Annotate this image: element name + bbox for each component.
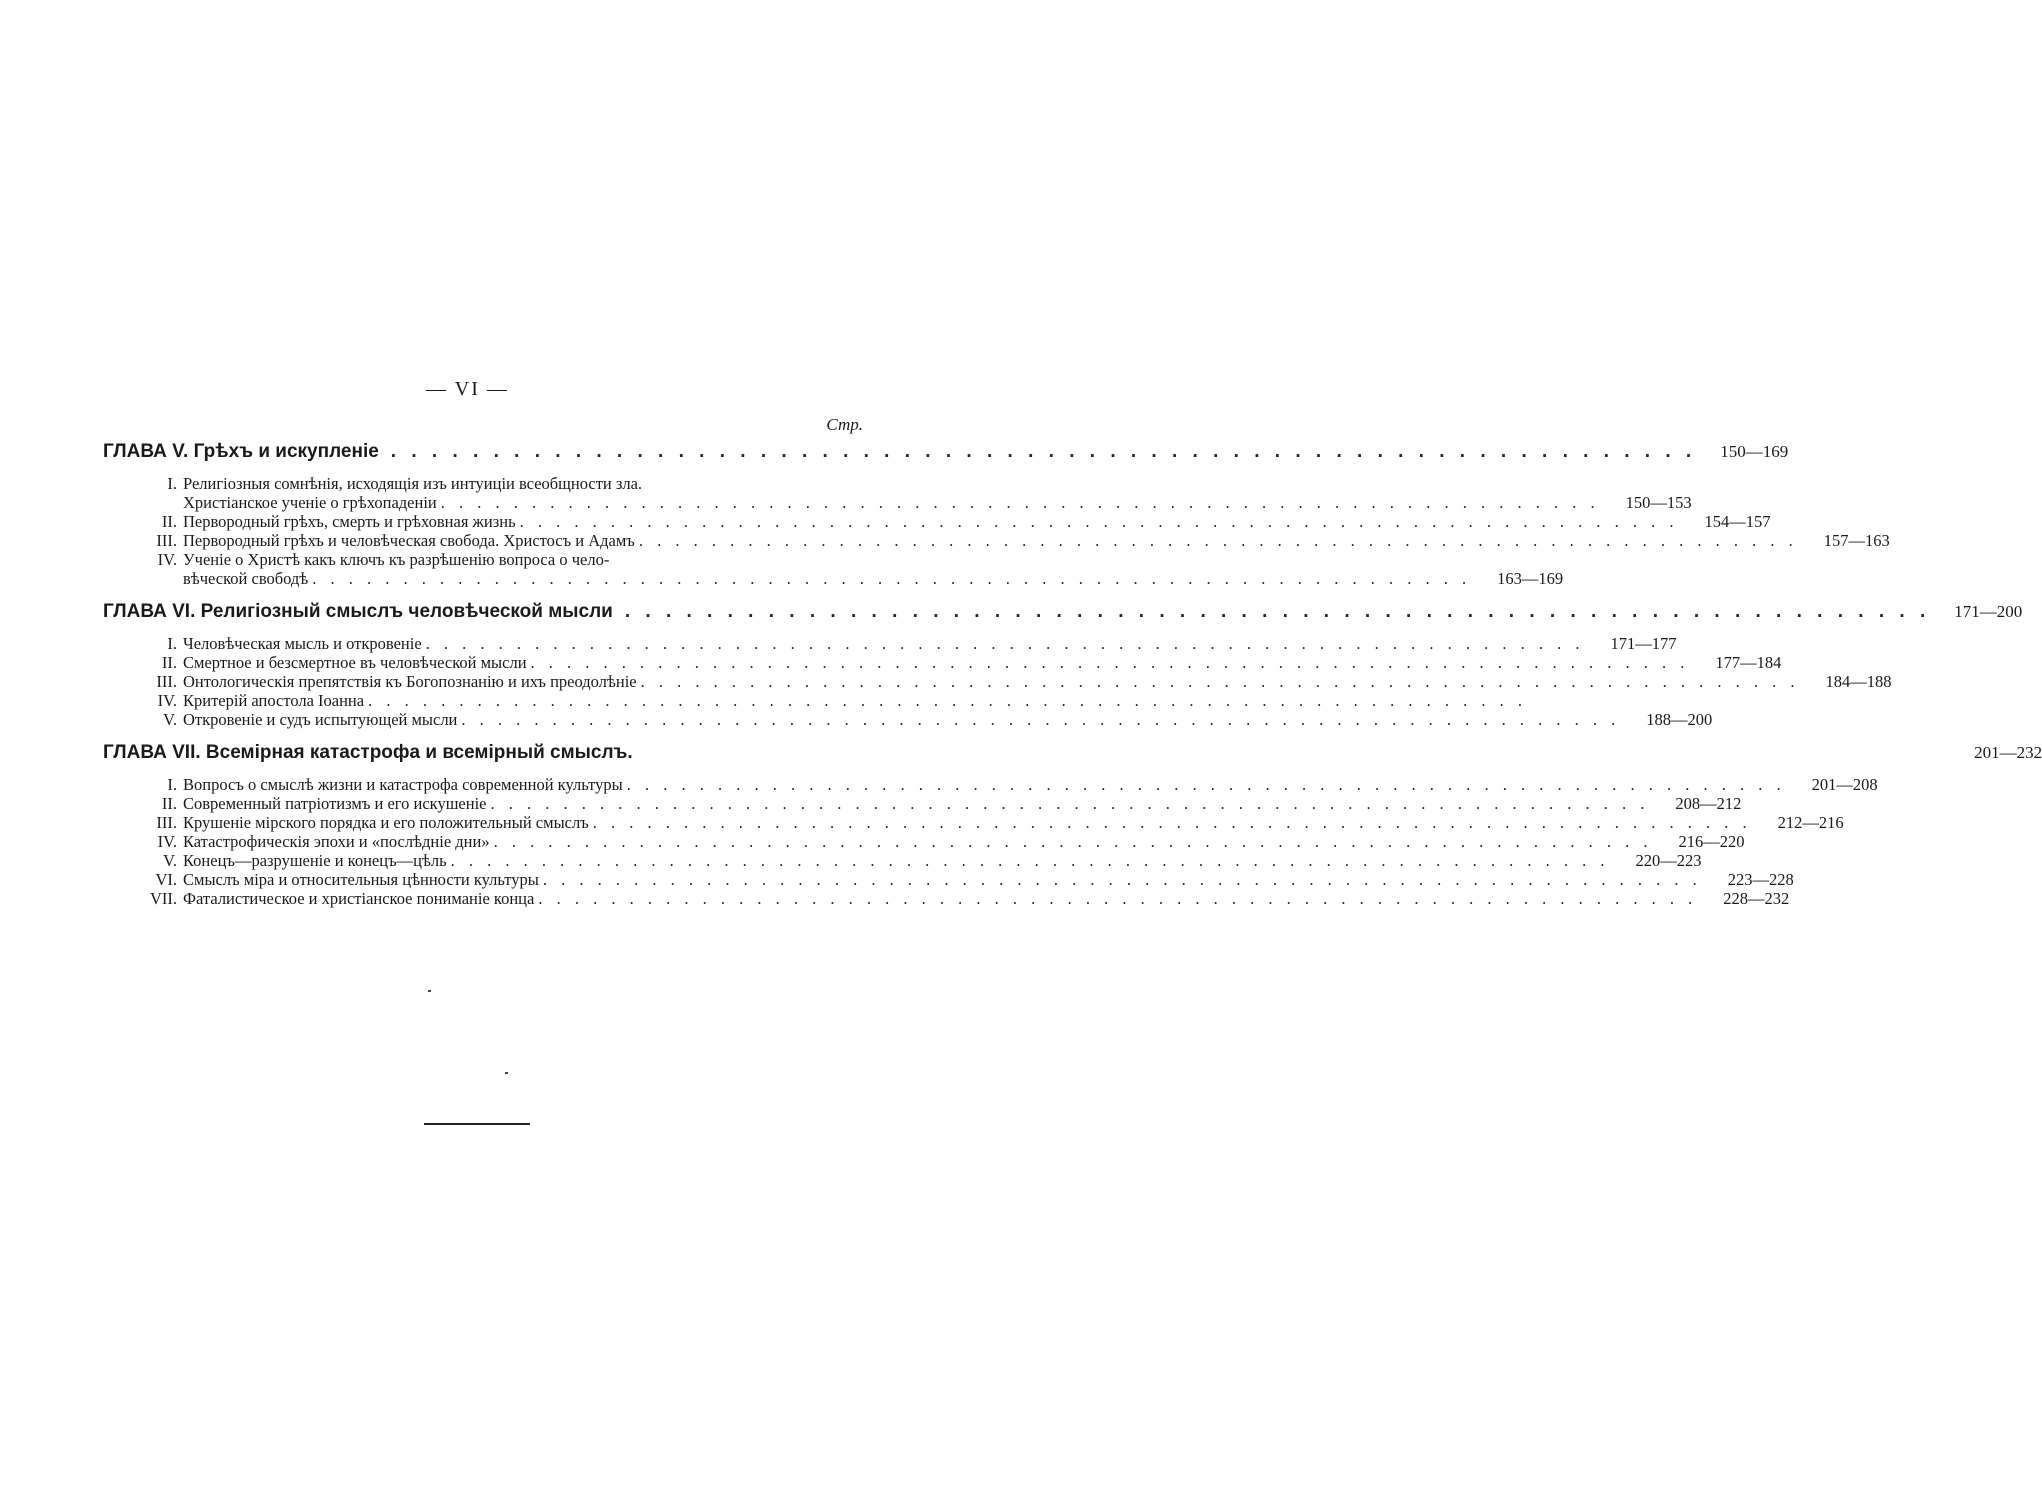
print-speck (505, 1072, 508, 1074)
print-speck (428, 990, 431, 992)
section-title-line: Вопросъ о смыслѣ жизни и катастрофа современной культуры (183, 775, 623, 794)
section-title-line: Фаталистическое и христіанское пониманіе конца (183, 889, 535, 908)
section-list (103, 634, 1892, 729)
section-title-line: Христіанское ученіе о грѣхопаденіи (183, 493, 437, 512)
section-title-line: Конецъ—разрушеніе и конецъ—цѣль (183, 851, 447, 870)
section-number: III. (156, 813, 177, 832)
section-title-line: Крушеніе мірского порядка и его положительный смыслъ (183, 813, 589, 832)
toc-entry (103, 813, 1844, 832)
closing-rule (424, 1123, 530, 1125)
section-title-line: Онтологическія препятствія къ Богопознанію и ихъ преодолѣніе (183, 672, 637, 691)
section-pages: 154—157 (1704, 512, 1771, 531)
chapter-heading (103, 739, 2042, 767)
chapter-pages: 201—232 (1974, 743, 2042, 762)
leader-dots (494, 832, 1653, 851)
section-pages: 201—208 (1811, 775, 1878, 794)
chapter-heading (103, 438, 1789, 466)
section-title-line: Современный патріотизмъ и его искушеніе (183, 794, 487, 813)
toc-entry (103, 634, 1677, 653)
section-title-line: Человѣческая мысль и откровеніе (183, 634, 422, 653)
leader-dots (639, 531, 1798, 550)
section-number: IV. (157, 691, 177, 710)
section-title-line: вѣческой свободѣ (183, 569, 309, 588)
section-number: I. (167, 634, 177, 653)
chapter-title: Религіозный смыслъ человѣческой мысли (200, 601, 613, 622)
leader-dots (627, 775, 1786, 794)
chapter-heading (103, 598, 2023, 626)
section-list (103, 775, 1878, 908)
section-pages: 220—223 (1635, 851, 1702, 870)
leader-dots (451, 851, 1610, 870)
toc-entry (103, 794, 1742, 813)
section-pages: 208—212 (1675, 794, 1742, 813)
section-title-line: Ученіе о Христѣ какъ ключъ къ разрѣшенію вопроса о чело- (183, 550, 610, 569)
section-title-line: Катастрофическія эпохи и «послѣдніе дни» (183, 832, 490, 851)
section-pages: 171—177 (1610, 634, 1677, 653)
toc-entry (103, 870, 1794, 889)
section-title-line: Смертное и безсмертное въ человѣческой мысли (183, 653, 527, 672)
section-pages: 228—232 (1723, 889, 1790, 908)
section-title-line: Смыслъ міра и относительныя цѣнности культуры (183, 870, 539, 889)
section-pages: 163—169 (1497, 569, 1564, 588)
leader-dots (368, 691, 1527, 710)
toc-entry (103, 775, 1878, 794)
table-of-contents (103, 412, 2042, 918)
toc-entry (103, 691, 863, 710)
leader-dots (641, 672, 1800, 691)
section-number: IV. (157, 832, 177, 851)
toc-entry (103, 851, 1702, 870)
section-title-line: Религіозныя сомнѣнія, исходящія изъ интуиціи всеобщности зла. (183, 474, 643, 493)
section-number: VII. (149, 889, 177, 908)
section-pages: 150—153 (1625, 493, 1692, 512)
section-pages: 184—188 (1825, 672, 1892, 691)
leader-dots (441, 493, 1600, 512)
toc-entry (103, 710, 1713, 729)
toc-entry (103, 550, 1564, 588)
leader-dots (593, 813, 1752, 832)
section-pages: 188—200 (1646, 710, 1713, 729)
leader-dots (538, 889, 1697, 908)
section-title-line: Первородный грѣхъ, смерть и грѣховная жизнь (183, 512, 516, 531)
chapter-title: Грѣхъ и искупленіе (193, 441, 379, 462)
leader-dots (461, 710, 1620, 729)
toc-entry (103, 653, 1782, 672)
section-number: II. (161, 794, 177, 813)
chapter-pages: 150—169 (1720, 442, 1789, 461)
toc-entry (103, 832, 1745, 851)
section-list (103, 474, 1890, 588)
toc-entry (103, 889, 1790, 908)
leader-dots (520, 512, 1679, 531)
section-number: I. (167, 775, 177, 794)
leader-dots (391, 438, 1696, 466)
section-title-line: Первородный грѣхъ и человѣческая свобода. Христосъ и Адамъ (183, 531, 635, 550)
section-pages: 212—216 (1777, 813, 1844, 832)
chapter-label: ГЛАВА VII. (103, 742, 201, 763)
section-title-line: Критерій апостола Іоанна (183, 691, 365, 710)
section-number: II. (161, 512, 177, 531)
toc-entry (103, 531, 1890, 550)
leader-dots (543, 870, 1702, 889)
leader-dots (426, 634, 1585, 653)
leader-dots (312, 569, 1471, 588)
section-title-line: Откровеніе и судъ испытующей мысли (183, 710, 458, 729)
page-number: — VI — (426, 378, 509, 400)
pages-column-label: Стр. (826, 415, 863, 434)
toc-entry (103, 512, 1771, 531)
leader-dots (625, 598, 1930, 626)
section-number: VI. (155, 870, 177, 889)
toc-entry (103, 672, 1892, 691)
section-number: III. (156, 672, 177, 691)
section-number: III. (156, 531, 177, 550)
section-number: V. (163, 851, 177, 870)
toc-entry (103, 474, 1692, 512)
section-pages: 157—163 (1823, 531, 1890, 550)
section-number: I. (167, 474, 177, 493)
chapter-pages: 171—200 (1954, 602, 2023, 621)
leader-dots (490, 794, 1649, 813)
section-pages: 223—228 (1727, 870, 1794, 889)
leader-dots (531, 653, 1690, 672)
section-number: V. (163, 710, 177, 729)
section-pages: 216—220 (1678, 832, 1745, 851)
chapter-title: Всемірная катастрофа и всемірный смыслъ. (205, 742, 633, 763)
chapter-label: ГЛАВА V. (103, 441, 189, 462)
chapter-label: ГЛАВА VI. (103, 601, 196, 622)
section-pages: 177—184 (1715, 653, 1782, 672)
section-number: II. (161, 653, 177, 672)
section-number: IV. (157, 550, 177, 569)
